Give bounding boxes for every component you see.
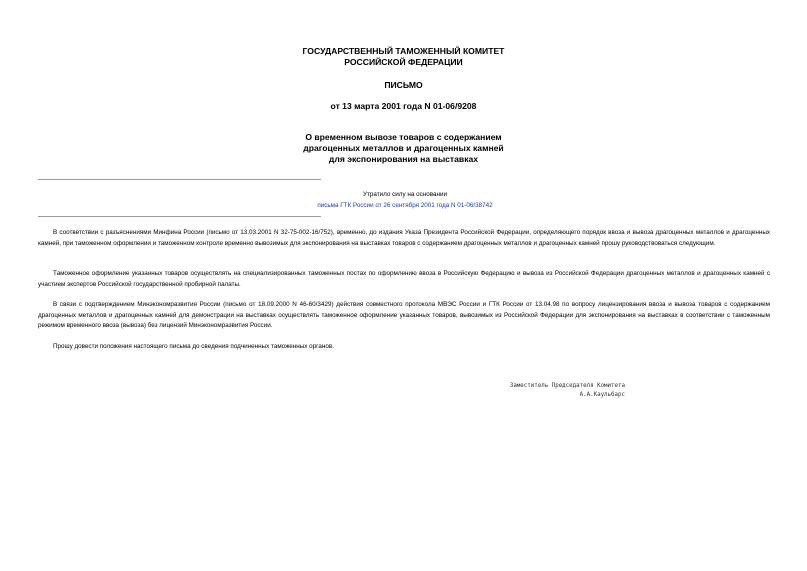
document-title-line1: О временном вывозе товаров с содержанием: [305, 132, 502, 142]
status-note-line2: [290, 201, 520, 211]
body-paragraph-4: Прошу довести положения настоящего письма до сведения подчиненных таможенных органов.: [53, 343, 334, 350]
document-title-line2: драгоценных металлов и драгоценных камней: [303, 143, 504, 153]
body-paragraph-1: В соответствии с разъяснениями Минфина России (письмо от 13.03.2001 N 32-75-002-16/752), временно, до издания Указа Президента Российской Федерации, определяющего порядок ввоза и вывоза драгоценных металлов и драгоценных камней, при таможенном оформлении и таможенном контроле временно вывозимых для экспонирования на выставках товаров с содержанием драгоценных металлов и драгоценных камней прошу руководствоваться следующим.: [38, 229, 770, 247]
status-note-text: Утратило силу на основании: [362, 191, 448, 198]
body-paragraph-2: Таможенное оформление указанных товаров осуществлять на специализированных таможенных постах по оформлению ввоза в Российскую Федерацию и вывоза из Российской Федерации драгоценных металлов и драгоценных камней с участием экспертов Российской государственной пробирной палаты.: [38, 270, 770, 288]
document-type: ПИСЬМО: [384, 80, 423, 90]
body-paragraph-3: В связи с подтверждением Минэкономразвития России (письмо от 18.09.2000 N 46-60/3429) действия совместного протокола МВЭС России и ГТК России от 13.04.98 по вопросу лицензирования ввоза и вывоза товаров с содержанием драгоценных металлов и драгоценных камней для демонстрации на выставках осуществлять таможенное оформление указанных товаров, вывозимых из Российской Федерации для экспонирования на выставках в соответствии с таможенным режимом временного ввоза (вывоза) без лицензий Минэкономразвития России.: [38, 301, 770, 329]
authority-name-line2: РОССИЙСКОЙ ФЕДЕРАЦИИ: [344, 57, 463, 67]
divider-top: [38, 179, 321, 180]
signature-position: Заместитель Председателя Комитета: [509, 383, 625, 389]
authority-name-line1: ГОСУДАРСТВЕННЫЙ ТАМОЖЕННЫЙ КОМИТЕТ: [302, 46, 505, 56]
status-note-link[interactable]: письма ГТК России от 26 сентября 2001 года N 01-06/38742: [317, 202, 493, 209]
document-title-line3: для экспонирования на выставках: [328, 154, 479, 164]
signature-name: А.А.Каульбарс: [579, 392, 625, 398]
document-date-number: от 13 марта 2001 года N 01-06/9208: [330, 101, 477, 111]
divider-bottom: [38, 216, 321, 217]
